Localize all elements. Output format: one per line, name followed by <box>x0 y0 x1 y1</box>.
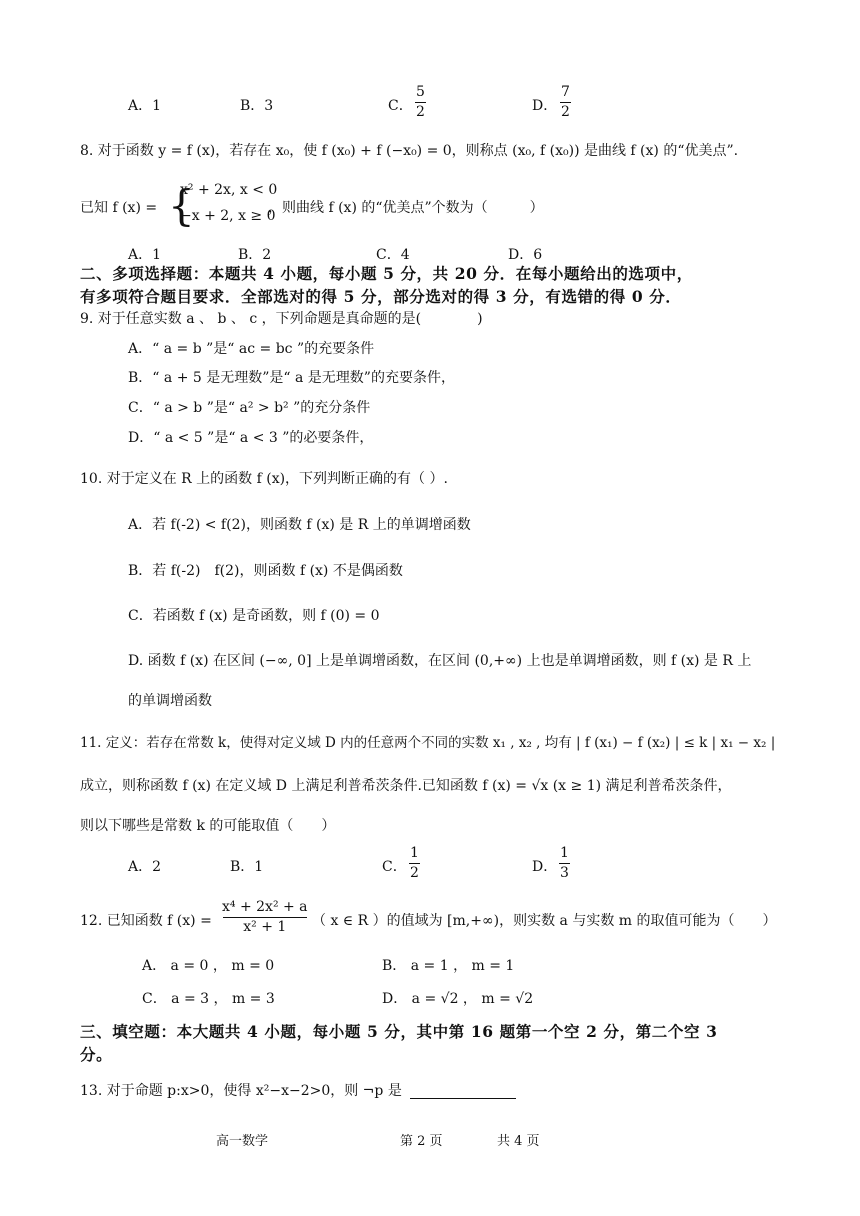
fraction-bar <box>409 863 420 864</box>
q7-option-c-fraction <box>415 84 426 121</box>
q11-option-a: A．2 <box>128 859 162 875</box>
q13-stem: 13. 对于命题 p:x>0，使得 x²−x−2>0，则 ¬p 是 <box>80 1083 402 1099</box>
q12-option-b: B． a = 1 ， m = 1 <box>382 958 515 974</box>
fraction-denominator: 2 <box>410 865 419 881</box>
q7-option-c-label: C． <box>388 98 413 114</box>
q8-option-b: B．2 <box>238 247 272 263</box>
q7-option-d-label: D． <box>532 98 558 114</box>
fraction-numerator: 1 <box>560 845 569 861</box>
q9-option-a: A．“ a = b ”是“ ac = bc ”的充要条件 <box>128 341 375 357</box>
q11-option-d-fraction <box>559 845 570 882</box>
q11-line1: 11. 定义：若存在常数 k，使得对定义域 D 内的任意两个不同的实数 x₁ , x₂ , 均有 | f (x₁) − f (x₂) | ≤ k | x₁ − x₂ | <box>80 735 776 751</box>
q12-option-c: C． a = 3 ， m = 3 <box>142 991 275 1007</box>
q10-option-d-line1: D. 函数 f (x) 在区间 (−∞, 0] 上是单调增函数，在区间 (0,+∞) 上也是单调增函数，则 f (x) 是 R 上 <box>128 653 752 669</box>
section-2-heading-line1: 二、多项选择题：本题共 4 小题，每小题 5 分，共 20 分．在每小题给出的选项中， <box>80 264 693 283</box>
q12-function-fraction <box>222 899 308 936</box>
q11-option-d-label: D． <box>532 859 558 875</box>
q8-definition-prefix: 已知 f (x) = <box>80 200 158 216</box>
footer-total-pages: 共 4 页 <box>497 1134 540 1149</box>
q9-option-c: C．“ a > b ”是“ a² > b² ”的充分条件 <box>128 400 371 416</box>
q8-question: ，则曲线 f (x) 的“优美点”个数为（ ） <box>268 200 544 216</box>
q9-stem: 9. 对于任意实数 a 、 b 、 c ，下列命题是真命题的是( ) <box>80 311 483 327</box>
q8-option-d: D．6 <box>508 247 543 263</box>
q8-option-a: A．1 <box>128 247 162 263</box>
fraction-bar <box>223 917 307 918</box>
fraction-denominator: 2 <box>561 104 570 120</box>
piecewise-brace: { <box>168 181 195 230</box>
q11-line2: 成立，则称函数 f (x) 在定义域 D 上满足利普希茨条件.已知函数 f (x) = √x (x ≥ 1) 满足利普希茨条件， <box>80 778 732 794</box>
q12-question: （ x ∈ R ）的值域为 [m,+∞)，则实数 a 与实数 m 的取值可能为（ ） <box>312 913 777 929</box>
q8-stem: 8. 对于函数 y = f (x)，若存在 x₀，使 f (x₀) + f (−x₀) = 0，则称点 (x₀, f (x₀)) 是曲线 f (x) 的“优美点”. <box>80 143 739 159</box>
q12-prefix: 12. 已知函数 f (x) = <box>80 913 212 929</box>
q10-option-d-line2: 的单调增函数 <box>128 693 212 709</box>
fraction-numerator: x⁴ + 2x² + a <box>222 899 308 915</box>
q8-option-c: C．4 <box>376 247 410 263</box>
q9-option-d: D．“ a < 5 ”是“ a < 3 ”的必要条件， <box>128 430 374 446</box>
section-2-heading-line2: 有多项符合题目要求．全部选对的得 5 分，部分选对的得 3 分，有选错的得 0 分． <box>80 287 682 306</box>
fraction-numerator: 5 <box>416 84 425 100</box>
q9-option-b: B．“ a + 5 是无理数”是“ a 是无理数”的充要条件， <box>128 370 455 386</box>
q10-option-a: A．若 f(-2) < f(2)，则函数 f (x) 是 R 上的单调增函数 <box>128 517 471 533</box>
fraction-numerator: 1 <box>410 845 419 861</box>
q7-option-d-fraction <box>560 84 571 121</box>
q10-stem: 10. 对于定义在 R 上的函数 f (x)，下列判断正确的有（ ）. <box>80 471 448 487</box>
fraction-bar <box>415 102 426 103</box>
q12-option-d: D． a = √2 ， m = √2 <box>382 991 534 1007</box>
fraction-denominator: x² + 1 <box>243 919 287 935</box>
q8-piece-1: x² + 2x, x < 0 <box>180 182 278 198</box>
q10-option-b: B．若 f(-2) f(2)，则函数 f (x) 不是偶函数 <box>128 563 403 579</box>
q7-option-a: A．1 <box>128 98 162 114</box>
q11-option-c-fraction <box>409 845 420 882</box>
fraction-bar <box>559 863 570 864</box>
q13-answer-blank[interactable] <box>410 1098 516 1099</box>
footer-subject: 高一数学 <box>216 1134 269 1149</box>
section-3-heading-line2: 分。 <box>80 1045 113 1064</box>
q11-option-c-label: C． <box>382 859 407 875</box>
q11-line3: 则以下哪些是常数 k 的可能取值（ ） <box>80 818 336 834</box>
footer-page-number: 第 2 页 <box>400 1134 443 1149</box>
fraction-bar <box>560 102 571 103</box>
q11-option-b: B．1 <box>230 859 264 875</box>
section-3-heading-line1: 三、填空题：本大题共 4 小题，每小题 5 分，其中第 16 题第一个空 2 分，第二个空 3 <box>80 1022 718 1041</box>
q10-option-c: C．若函数 f (x) 是奇函数，则 f (0) = 0 <box>128 608 380 624</box>
fraction-denominator: 2 <box>416 104 425 120</box>
q8-piece-2: −x + 2, x ≥ 0 <box>180 208 276 224</box>
fraction-numerator: 7 <box>561 84 570 100</box>
q7-option-b: B．3 <box>240 98 274 114</box>
q12-option-a: A． a = 0 ， m = 0 <box>142 958 275 974</box>
fraction-denominator: 3 <box>560 865 569 881</box>
